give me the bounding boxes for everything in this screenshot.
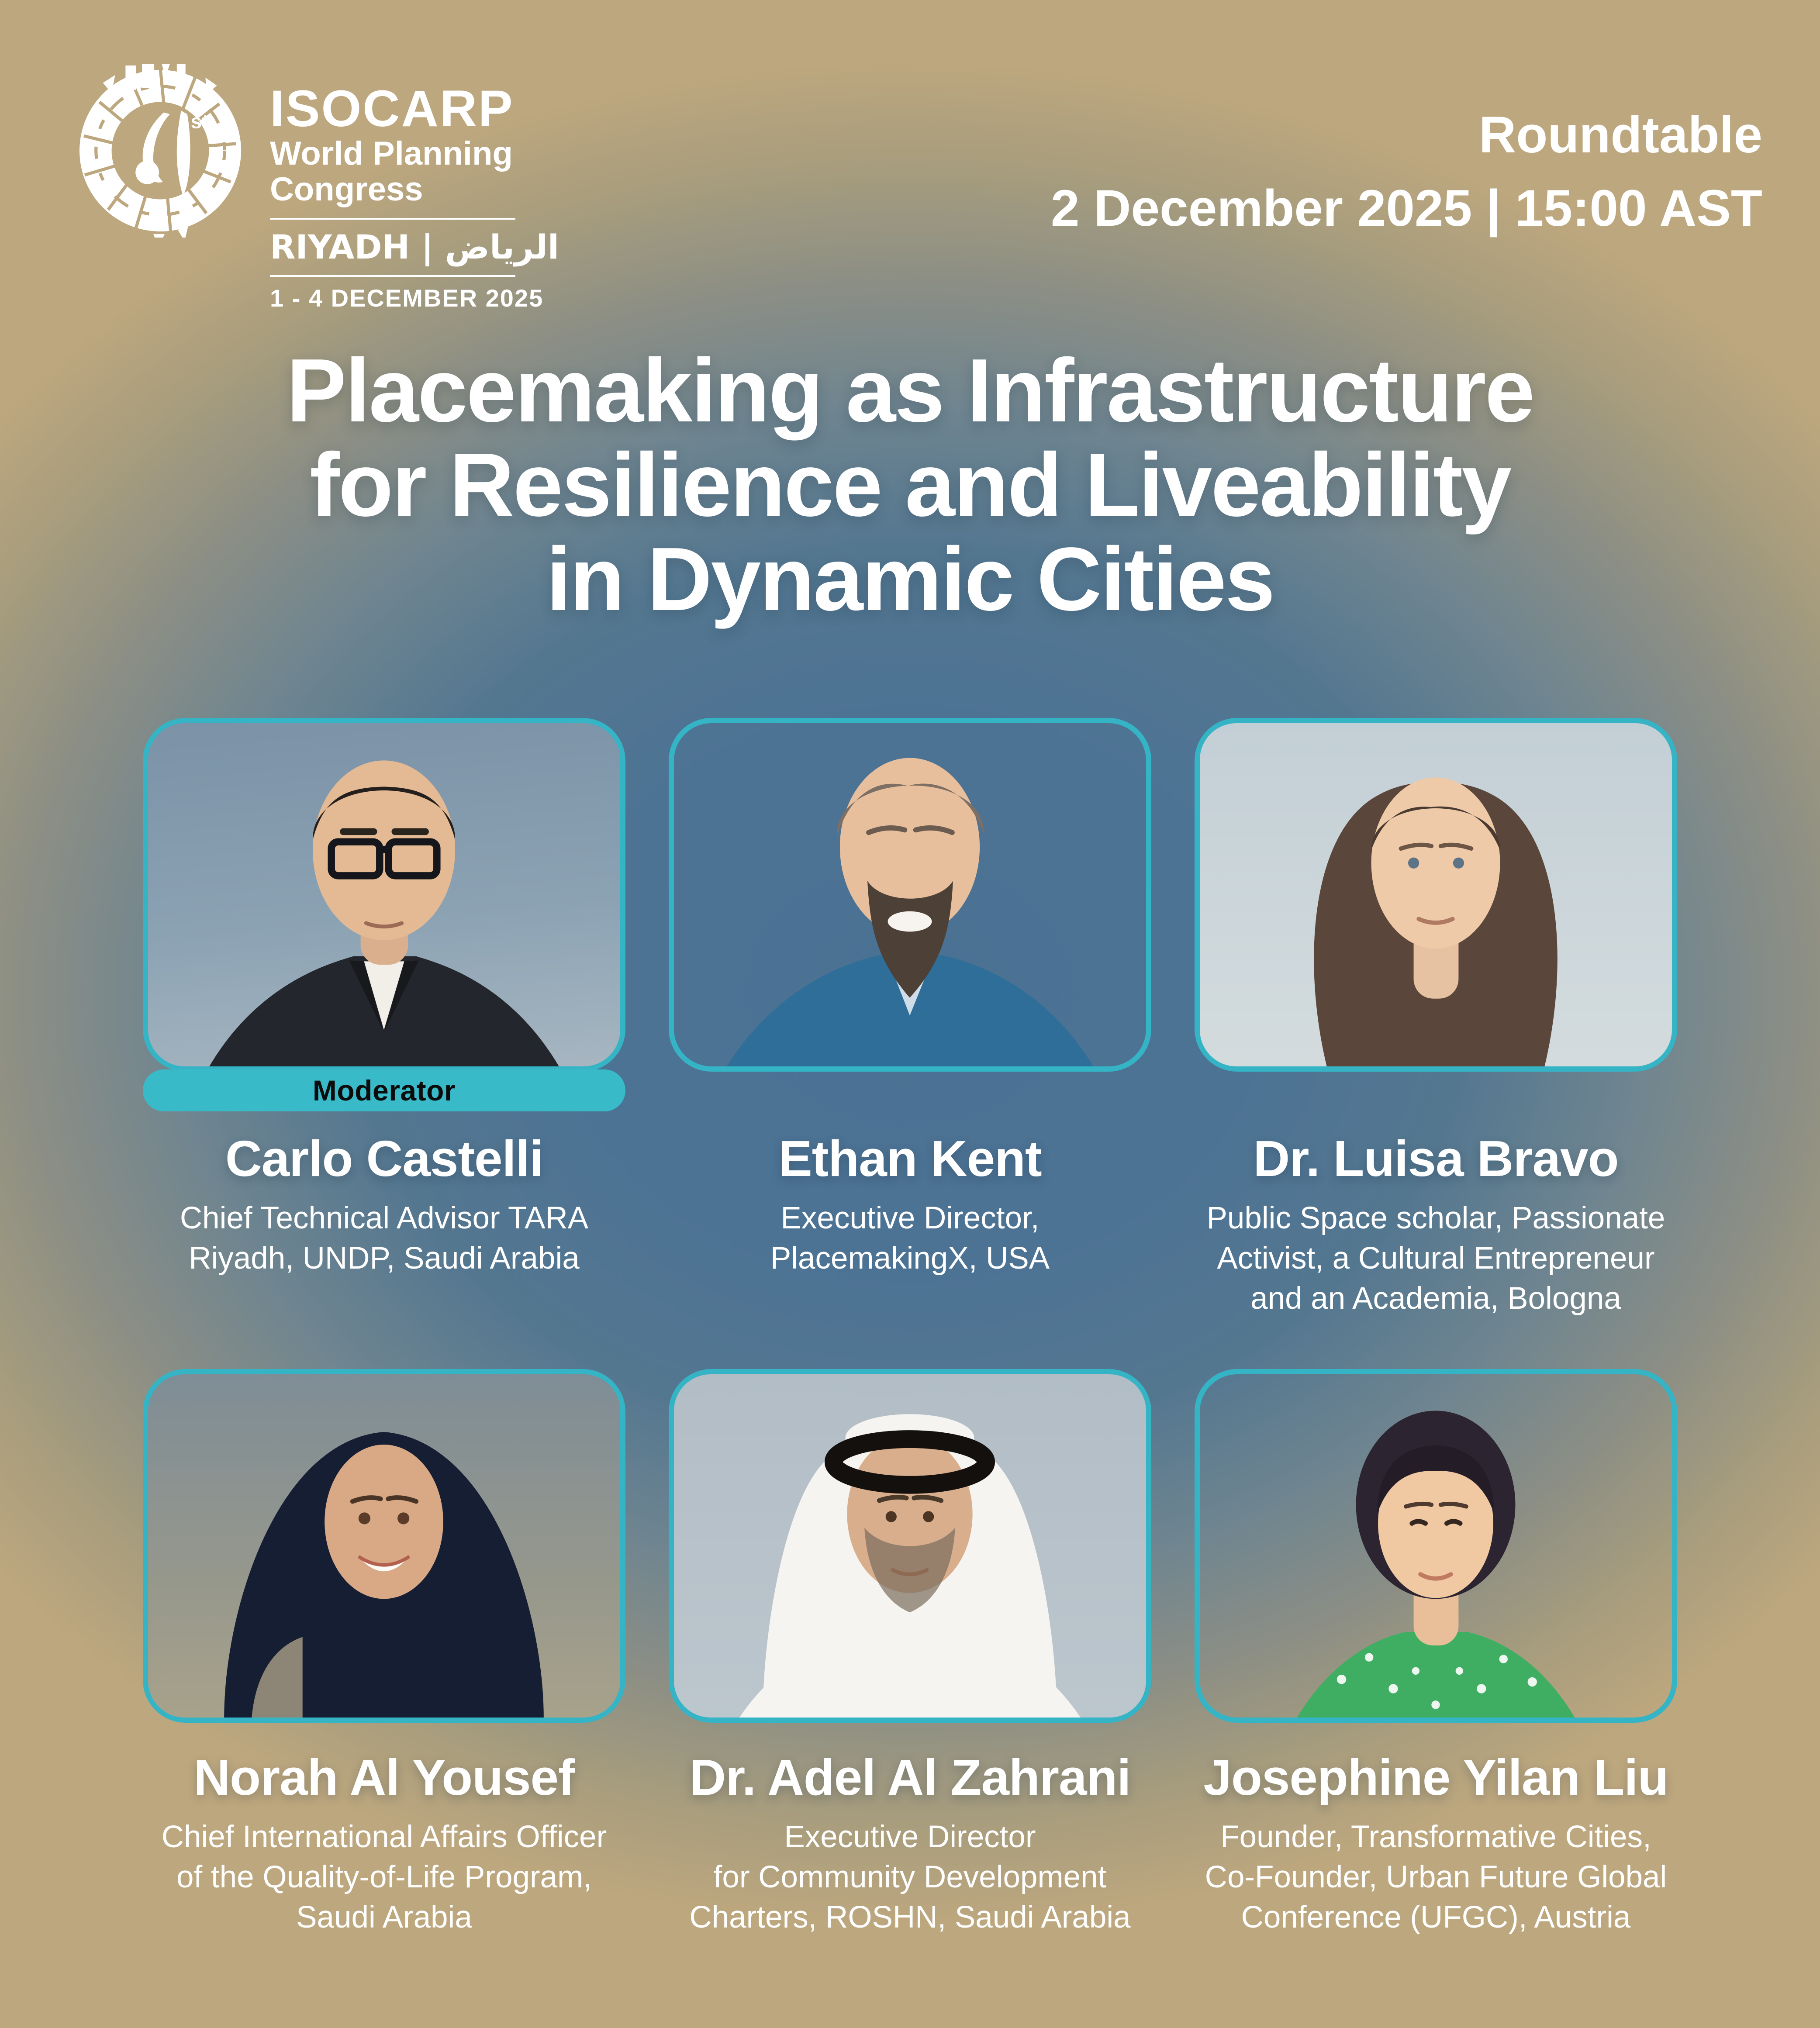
speaker-card-carlo-castelli	[143, 718, 625, 1319]
speaker-role: Executive Director for Community Development Charters, ROSHN, Saudi Arabia	[689, 1819, 1131, 1935]
speaker-card-ethan-kent	[669, 718, 1151, 1319]
portrait-man-beard-blazer-icon	[674, 723, 1146, 1066]
title-line-3: in Dynamic Cities	[546, 529, 1274, 629]
speaker-name: Norah Al Yousef	[193, 1749, 575, 1806]
speaker-photo-josephine-yilan-liu	[1200, 1374, 1672, 1718]
speaker-role: Chief Technical Advisor TARA Riyadh, UNDP, Saudi Arabia	[180, 1200, 589, 1276]
speakers-row-2	[0, 1369, 1820, 1938]
session-datetime: 2 December 2025 | 15:00 AST	[1050, 179, 1762, 237]
emblem-st-suffix: st	[190, 110, 209, 133]
moderator-badge-label: Moderator	[312, 1074, 456, 1107]
speaker-name: Dr. Luisa Bravo	[1253, 1130, 1619, 1187]
photo-frame	[143, 718, 625, 1107]
session-type: Roundtable	[1479, 106, 1762, 164]
congress-logotype	[270, 64, 559, 312]
logo-divider	[270, 275, 515, 277]
portrait-woman-long-hair-icon	[1200, 723, 1672, 1066]
congress-dates: 1 - 4 DECEMBER 2025	[270, 284, 544, 312]
photo-frame	[669, 718, 1151, 1072]
speakers-row-1	[0, 718, 1820, 1319]
speaker-card-adel-al-zahrani	[669, 1369, 1151, 1938]
title-line-2: for Resilience and Liveability	[309, 435, 1511, 535]
speaker-role: Public Space scholar, Passionate Activist, a Cultural Entrepreneur and an Academia, Bologna	[1206, 1200, 1665, 1316]
speaker-photo-norah-al-yousef	[148, 1374, 620, 1718]
photo-frame	[143, 1369, 625, 1723]
portrait-woman-hijab-icon	[148, 1374, 620, 1718]
speaker-photo-ethan-kent	[674, 723, 1146, 1066]
speaker-card-josephine-yilan-liu	[1195, 1369, 1677, 1938]
speaker-name: Ethan Kent	[778, 1130, 1042, 1187]
title-line-1: Placemaking as Infrastructure	[286, 340, 1534, 441]
congress-61st-emblem-icon	[73, 64, 247, 238]
speaker-photo-carlo-castelli	[148, 723, 620, 1066]
host-city: RIYADH | الرياض	[270, 227, 559, 266]
isocarp-congress-logo	[73, 64, 559, 312]
city-skyline-ring-icon	[79, 64, 241, 238]
congress-line-1: World Planning	[270, 135, 513, 172]
speaker-name: Josephine Yilan Liu	[1203, 1749, 1668, 1806]
speaker-photo-adel-al-zahrani	[674, 1374, 1146, 1718]
photo-frame	[1195, 718, 1677, 1072]
moderator-badge	[143, 1069, 625, 1111]
event-title	[0, 340, 1820, 629]
portrait-man-glasses-suit-icon	[148, 723, 620, 1066]
session-info	[1050, 106, 1762, 237]
speaker-role: Executive Director, PlacemakingX, USA	[770, 1200, 1050, 1276]
speaker-card-luisa-bravo	[1195, 718, 1677, 1319]
photo-frame	[669, 1369, 1151, 1723]
congress-line-2: Congress	[270, 170, 423, 208]
speaker-role: Chief International Affairs Officer of the Quality-of-Life Program, Saudi Arabia	[161, 1819, 607, 1935]
speaker-name: Carlo Castelli	[225, 1130, 543, 1187]
photo-frame	[1195, 1369, 1677, 1723]
speaker-name: Dr. Adel Al Zahrani	[689, 1749, 1131, 1806]
logo-divider	[270, 218, 515, 220]
portrait-woman-bob-green-top-icon	[1200, 1374, 1672, 1718]
speaker-card-norah-al-yousef	[143, 1369, 625, 1938]
org-name: ISOCARP	[270, 80, 514, 138]
speaker-photo-luisa-bravo	[1200, 723, 1672, 1066]
speaker-role: Founder, Transformative Cities, Co-Founder, Urban Future Global Conference (UFGC), Austria	[1205, 1819, 1667, 1935]
portrait-man-ghutra-thobe-icon	[674, 1374, 1146, 1718]
